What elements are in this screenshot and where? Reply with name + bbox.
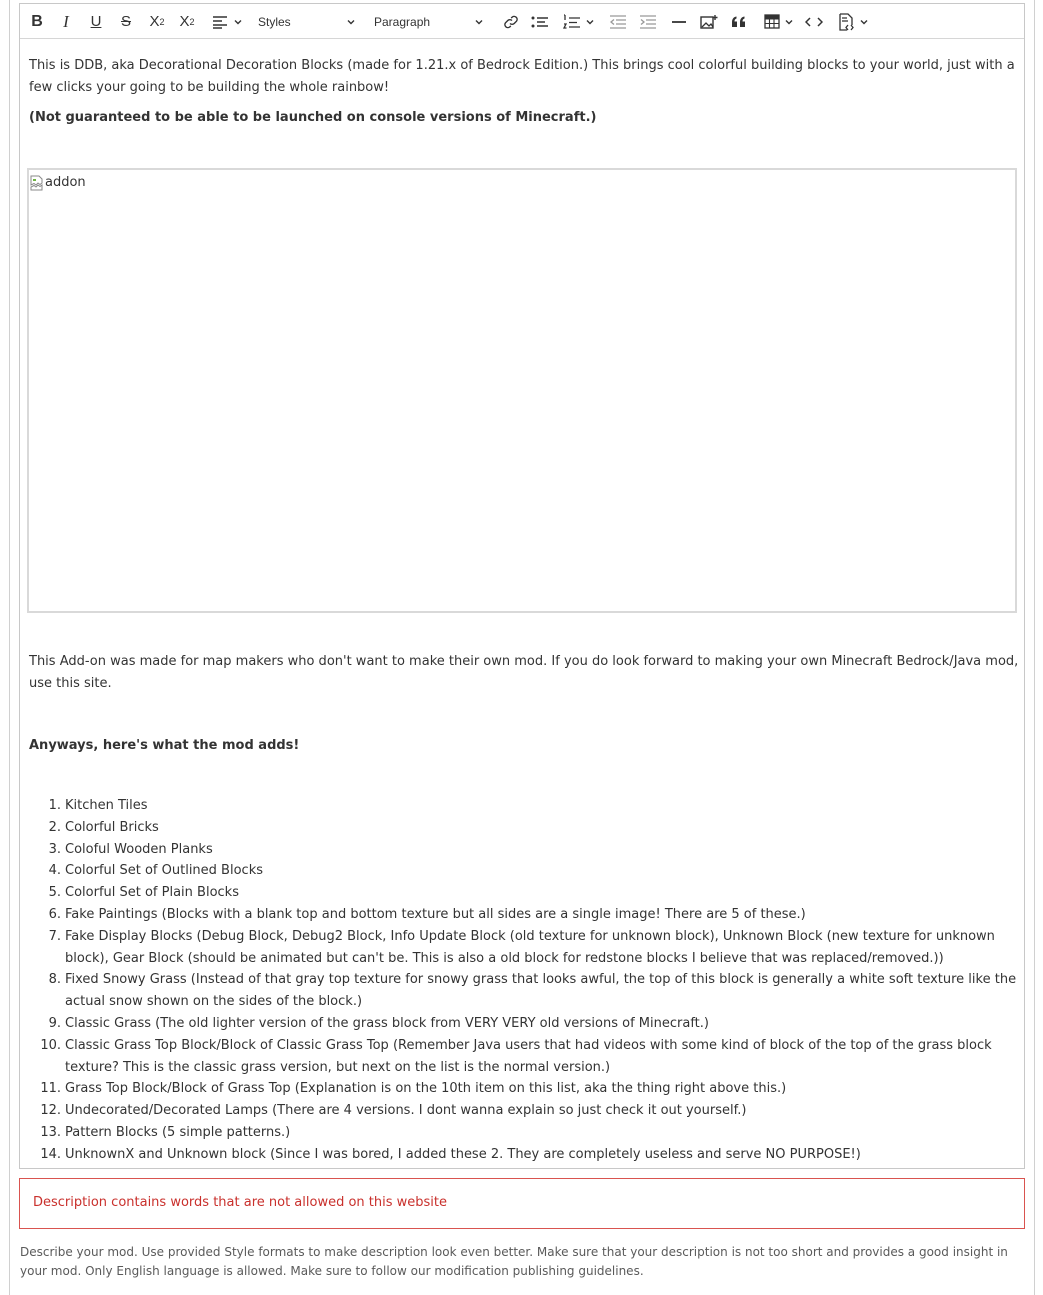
list-number: 8. (48, 972, 61, 988)
numbered-list-icon (563, 14, 581, 30)
align-left-icon (212, 15, 228, 29)
list-item-text: Classic Grass Top Block/Block of Classic Grass Top (Remember Java users that had videos with some kind of block of the top of the grass block texture? This is the classic grass version, but next on the list is the normal version.) (65, 1037, 992, 1075)
list-item (29, 860, 1019, 882)
list-number: 11. (40, 1081, 61, 1097)
list-item-text: Colorful Set of Outlined Blocks (65, 863, 263, 879)
superscript-mark: 2 (159, 16, 165, 27)
list-number: 2. (48, 819, 61, 835)
code-button[interactable] (802, 10, 826, 33)
list-number: 5. (48, 885, 61, 901)
list-item (29, 817, 1019, 839)
list-item-text: Classic Grass (The old lighter version of the grass block from VERY VERY old versions of Minecraft.) (65, 1015, 709, 1031)
chevron-down-icon (784, 17, 794, 27)
table-dropdown[interactable] (760, 10, 798, 33)
indent-button[interactable] (636, 10, 660, 33)
mod-features-list (29, 795, 1019, 1166)
field-help-text: Describe your mod. Use provided Style formats to make description look even better. Make sure that your description is not too short and provides a good insight in your mod. Only English language is allowed. Make sure to follow our modification publishing guidelines. (20, 1245, 1008, 1278)
list-item-text: Coloful Wooden Planks (65, 841, 213, 857)
indent-icon (639, 15, 657, 29)
list-item-text: Colorful Bricks (65, 819, 159, 835)
chevron-down-icon (859, 17, 869, 27)
validation-error (19, 1178, 1025, 1229)
list-item (29, 1100, 1019, 1122)
image-alt-text: addon (45, 175, 86, 190)
list-number: 13. (40, 1124, 61, 1140)
insert-image-button[interactable] (698, 10, 720, 33)
underline-button[interactable]: U (90, 13, 102, 30)
broken-image (30, 172, 86, 194)
styles-label: Styles (258, 14, 291, 29)
list-item-text: Undecorated/Decorated Lamps (There are 4 versions. I dont wanna explain so just check it out yourself.) (65, 1103, 747, 1119)
list-number: 14. (40, 1146, 61, 1162)
list-item (29, 1078, 1019, 1100)
addon-paragraph: This Add-on was made for map makers who don't want to make their own mod. If you do look forward to making your own Minecraft Bedrock/Java mod, use this site. (29, 654, 1019, 691)
list-number: 6. (48, 906, 61, 922)
list-number: 12. (40, 1103, 61, 1119)
broken-image-icon (30, 175, 44, 191)
list-item (29, 969, 1019, 1013)
list-number: 9. (48, 1015, 61, 1031)
list-number: 1. (48, 798, 61, 813)
list-item (29, 904, 1019, 926)
list-item (29, 1122, 1019, 1144)
bold-button[interactable]: B (31, 12, 43, 30)
horizontal-line-icon (671, 20, 687, 24)
list-item-text: Fake Display Blocks (Debug Block, Debug2 Block, Info Update Block (old texture for unknown block), Unknown Block (new texture for unknown block), Gear Block (should be animated but can't be. This is also a old block for redstone blocks I believe that was replaced/removed.)) (65, 928, 995, 966)
chevron-down-icon (233, 17, 243, 27)
list-item (29, 1035, 1019, 1079)
list-item (29, 1013, 1019, 1035)
source-code-icon (837, 13, 855, 31)
disclaimer-paragraph: (Not guaranteed to be able to be launched on console versions of Minecraft.) (29, 110, 597, 125)
bulleted-list-button[interactable] (528, 10, 552, 33)
outdent-icon (609, 15, 627, 29)
blockquote-button[interactable] (728, 10, 750, 33)
paragraph-label: Paragraph (374, 14, 431, 29)
horizontal-line-button[interactable] (668, 10, 690, 33)
list-item (29, 839, 1019, 861)
insert-image-icon (700, 14, 718, 30)
error-message: Description contains words that are not allowed on this website (33, 1195, 448, 1210)
embedded-image[interactable] (27, 168, 1017, 613)
italic-button[interactable]: I (63, 11, 69, 31)
rich-text-editor[interactable] (19, 3, 1025, 1169)
list-number: 4. (48, 863, 61, 879)
list-item-text: Colorful Set of Plain Blocks (65, 885, 239, 901)
source-dropdown[interactable] (832, 10, 874, 33)
link-icon (503, 14, 519, 30)
code-icon (805, 16, 823, 28)
list-item-text: Fixed Snowy Grass (Instead of that gray top texture for snowy grass that looks awful, the top of this block is generally a white soft texture like the actual snow shown on the sides of the block.) (65, 972, 1017, 1010)
list-item (29, 882, 1019, 904)
list-number: 7. (48, 928, 61, 944)
subscript-mark: 2 (189, 16, 195, 27)
chevron-down-icon (346, 17, 356, 27)
list-item (29, 926, 1019, 970)
list-item-text: Grass Top Block/Block of Grass Top (Explanation is on the 10th item on this list, aka the thing right above this.) (65, 1081, 787, 1097)
intro-paragraph: This is DDB, aka Decorational Decoration Blocks (made for 1.21.x of Bedrock Edition.) This brings cool colorful building blocks to your world, just with a few clicks your going to be building the whole rainbow! (29, 58, 1015, 95)
subscript-base: X (179, 13, 190, 30)
styles-dropdown[interactable] (258, 10, 356, 33)
list-item-text: Kitchen Tiles (65, 798, 148, 813)
numbered-list-button[interactable] (560, 10, 598, 33)
list-item (29, 1144, 1019, 1166)
table-icon (764, 14, 780, 29)
list-item-text: Pattern Blocks (5 simple patterns.) (65, 1124, 291, 1140)
link-button[interactable] (500, 10, 522, 33)
list-item (29, 795, 1019, 817)
list-number: 10. (40, 1037, 61, 1053)
quote-icon (731, 15, 747, 29)
list-item-text: Fake Paintings (Blocks with a blank top and bottom texture but all sides are a single image! There are 5 of these.) (65, 906, 806, 922)
editor-toolbar (20, 4, 1024, 39)
superscript-base: X (149, 13, 160, 30)
strikethrough-button[interactable]: S (120, 13, 131, 30)
superscript-button[interactable] (144, 10, 170, 33)
chevron-down-icon (585, 17, 595, 27)
chevron-down-icon (474, 17, 484, 27)
outdent-button[interactable] (606, 10, 630, 33)
subscript-button[interactable] (174, 10, 200, 33)
list-heading: Anyways, here's what the mod adds! (29, 738, 300, 753)
list-number: 3. (48, 841, 61, 857)
list-item-text: UnknownX and Unknown block (Since I was bored, I added these 2. They are completely useless and serve NO PURPOSE!) (65, 1146, 861, 1162)
paragraph-dropdown[interactable] (374, 10, 484, 33)
align-dropdown[interactable] (208, 10, 246, 33)
bulleted-list-icon (531, 15, 549, 29)
